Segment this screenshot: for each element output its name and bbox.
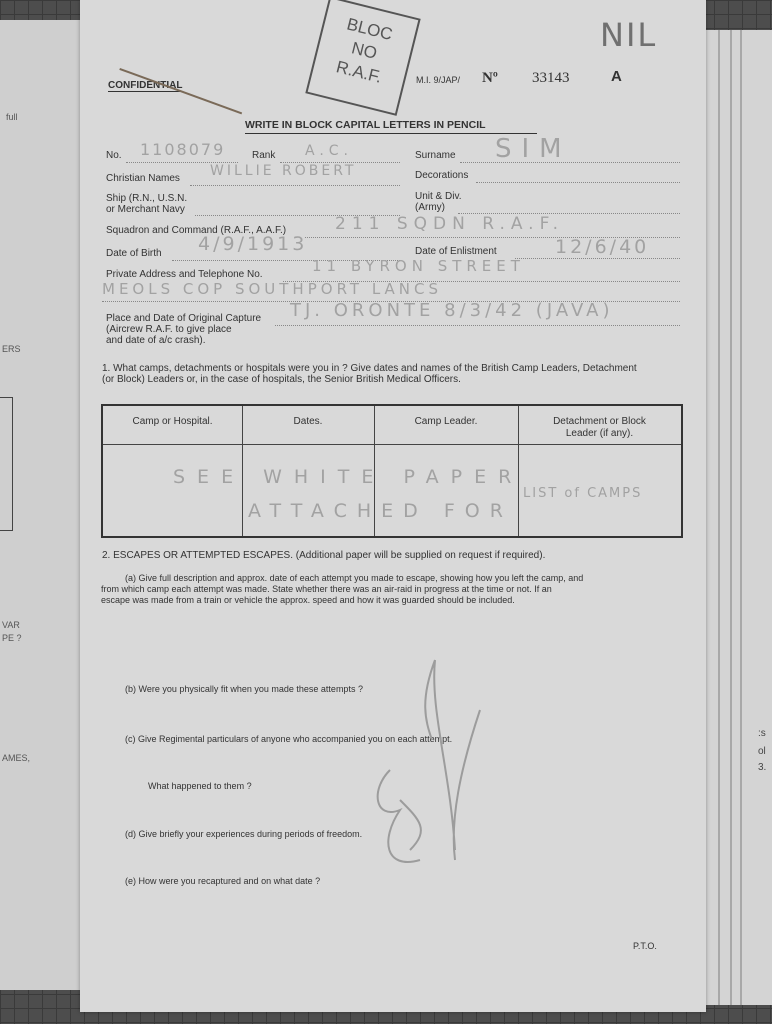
label-capture-line3: and date of a/c crash). <box>106 335 206 346</box>
left-page <box>0 20 82 990</box>
header-detachment-leader-line2: Leader (if any). <box>565 428 634 439</box>
header-dates: Dates. <box>293 416 323 427</box>
label-capture-line1: Place and Date of Original Capture <box>106 313 262 324</box>
question-2-heading: 2. ESCAPES OR ATTEMPTED ESCAPES. (Additional paper will be supplied on request if required). <box>102 550 546 561</box>
label-ship-line1: Ship (R.N., U.S.N. <box>106 193 188 204</box>
right-fragment: :s <box>758 728 766 739</box>
right-page-stack <box>700 30 772 1005</box>
label-rank: Rank <box>252 150 276 161</box>
handwritten-nil: NIL <box>600 16 658 54</box>
value-date-of-birth: 4/9/1913 <box>198 233 308 255</box>
label-unit-line2: (Army) <box>415 202 445 213</box>
header-detachment-leader-line1: Detachment or Block <box>553 416 646 427</box>
left-fragment: VAR <box>2 620 20 630</box>
label-squadron: Squadron and Command (R.A.F., A.A.F.) <box>106 225 287 236</box>
right-fragment: ol <box>758 746 766 757</box>
question-2d: (d) Give briefly your experiences during periods of freedom. <box>125 829 363 839</box>
question-2c-follow: What happened to them ? <box>148 781 252 791</box>
label-no: No. <box>106 150 122 161</box>
question-2a-line3: escape was made from a train or vehicle the approx. speed and how it was guarded should be included. <box>101 595 515 605</box>
table-handwriting-line2: ATTACHED FOR <box>248 500 513 522</box>
pow-questionnaire-form <box>80 0 706 1012</box>
label-enlistment: Date of Enlistment <box>415 246 497 257</box>
label-address: Private Address and Telephone No. <box>106 269 263 280</box>
question-2a-line1: (a) Give full description and approx. date of each attempt you made to escape, showing how you left the camp, and <box>125 573 584 583</box>
left-fragment: full <box>6 112 18 122</box>
value-address-line1: 11 BYRON STREET <box>312 257 525 275</box>
label-date-of-birth: Date of Birth <box>106 248 162 259</box>
value-service-number: 1108079 <box>140 140 226 159</box>
number-symbol: Nº <box>482 70 498 86</box>
question-2a-line2: from which camp each attempt was made. State whether there was an air-raid in progress at the time or not. If an <box>101 584 552 594</box>
label-surname: Surname <box>415 150 456 161</box>
value-rank: A.C. <box>305 143 354 159</box>
value-place-date-capture: TJ. ORONTE 8/3/42 (JAVA) <box>290 300 614 321</box>
confidential-label: CONFIDENTIAL <box>108 80 183 91</box>
left-page-box <box>0 397 13 531</box>
question-1-line1: 1. What camps, detachments or hospitals were you in ? Give dates and names of the British Camp Leaders, Detachment <box>102 363 637 374</box>
form-reference: M.I. 9/JAP/ <box>416 75 461 85</box>
value-christian-names: WILLIE ROBERT <box>210 163 357 179</box>
question-1-line2: (or Block) Leaders or, in the case of hospitals, the Senior British Medical Officers. <box>102 374 461 385</box>
please-turn-over: P.T.O. <box>633 941 657 951</box>
value-squadron: 211 SQDN R.A.F. <box>335 214 565 234</box>
label-decorations: Decorations <box>415 170 469 181</box>
left-fragment: AMES, <box>2 753 31 763</box>
value-address-line2: MEOLS COP SOUTHPORT LANCS <box>102 280 443 298</box>
value-surname: SIM <box>495 134 572 164</box>
form-number: 33143 <box>532 70 570 86</box>
label-unit-line1: Unit & Div. <box>415 191 462 202</box>
question-2b: (b) Were you physically fit when you made these attempts ? <box>125 684 363 694</box>
camps-table <box>101 404 683 538</box>
raf-block-stamp: BLOC NO R.A.F. <box>305 0 420 116</box>
left-fragment: PE ? <box>2 633 22 643</box>
value-enlistment-date: 12/6/40 <box>555 236 650 258</box>
question-2e: (e) How were you recaptured and on what date ? <box>125 876 321 886</box>
label-christian-names: Christian Names <box>106 173 180 184</box>
label-ship-line2: or Merchant Navy <box>106 204 185 215</box>
form-letter: A <box>611 68 622 85</box>
label-capture-line2: (Aircrew R.A.F. to give place <box>106 324 232 335</box>
pencil-scribble <box>360 650 490 890</box>
question-2c: (c) Give Regimental particulars of anyone who accompanied you on each attempt. <box>125 734 453 744</box>
table-handwriting-line1: SEE WHITE PAPER <box>173 466 524 488</box>
table-handwriting-line3: LIST of CAMPS <box>523 486 643 501</box>
header-camp-leader: Camp Leader. <box>414 416 478 427</box>
instruction-heading: WRITE IN BLOCK CAPITAL LETTERS IN PENCIL <box>245 119 486 131</box>
header-camp-or-hospital: Camp or Hospital. <box>132 416 213 427</box>
right-fragment: 3. <box>758 762 767 773</box>
left-fragment: ERS <box>2 344 21 354</box>
